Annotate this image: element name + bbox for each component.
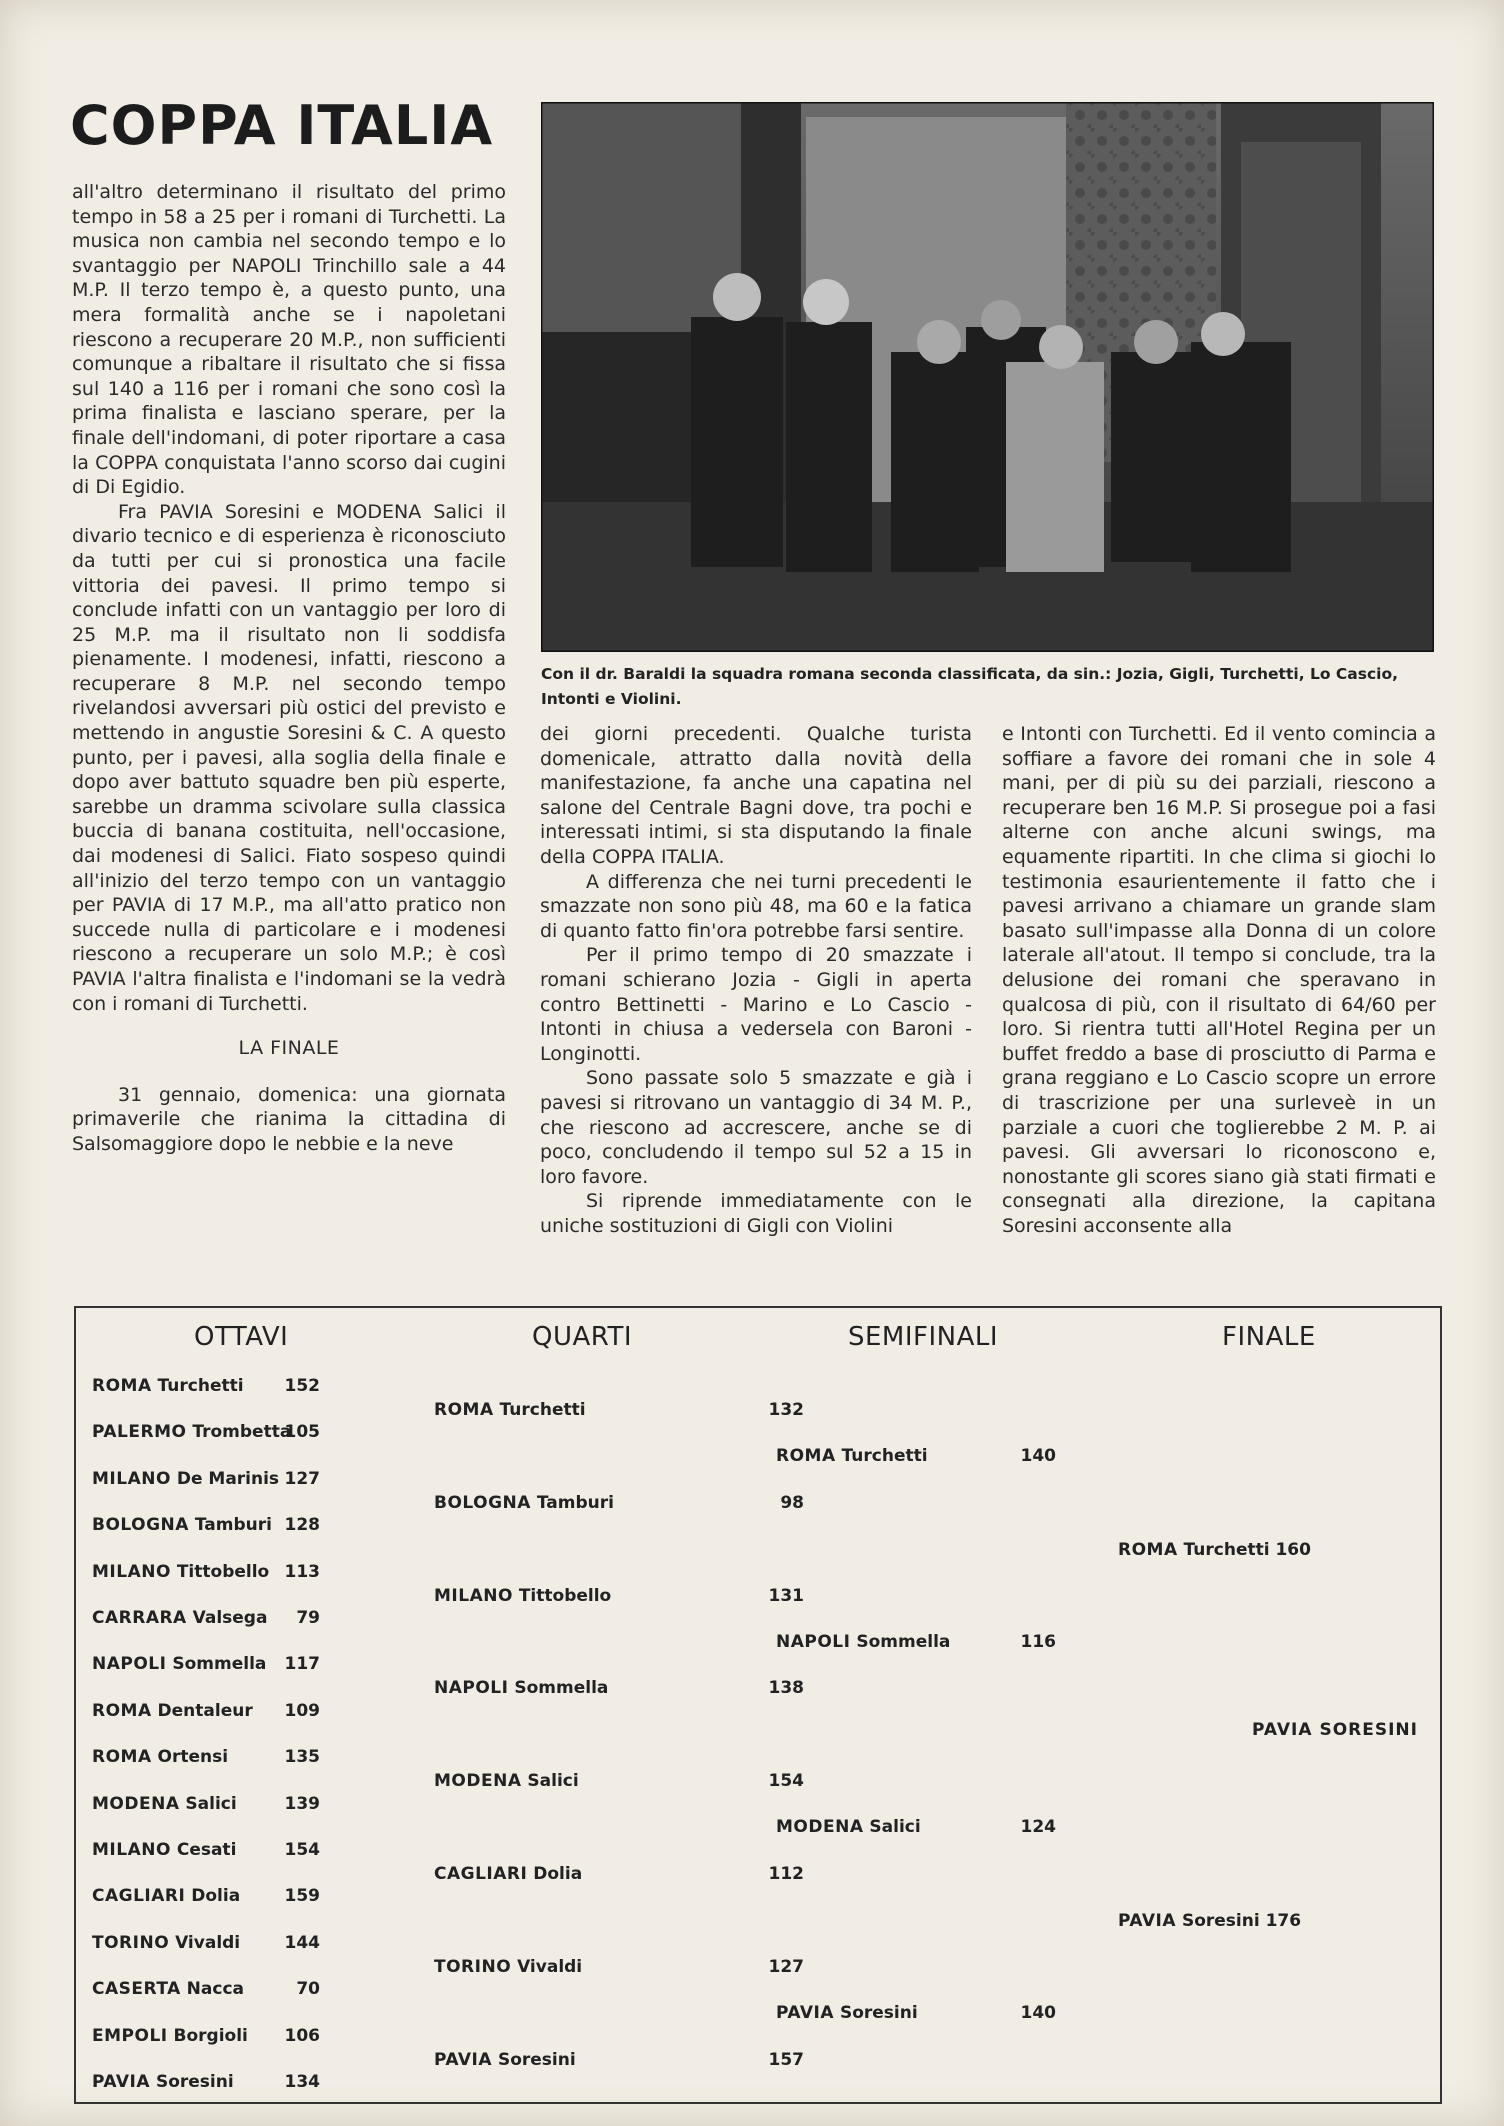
team-captain: Ortensi [151, 1747, 229, 1768]
team-city: NAPOLI [434, 1678, 509, 1699]
team-city: PAVIA [434, 2049, 493, 2070]
team-score: 159 [284, 1886, 320, 1907]
team-captain: Salici [863, 1817, 921, 1838]
team-score: 79 [296, 1608, 320, 1628]
team-captain: Tittobello [512, 1585, 612, 1606]
team-name [92, 1701, 253, 1721]
team-city: PAVIA [92, 2072, 151, 2092]
round-header-ottavi: OTTAVI [194, 1322, 289, 1352]
bracket-entry-ottavi [92, 1794, 392, 1822]
team-city: TORINO [434, 1956, 512, 1977]
team-captain: Vivaldi [511, 1956, 583, 1977]
paragraph: e Intonti con Turchetti. Ed il vento comincia a soffiare a favore dei romani che in sole 4 mani, per di più su dei parziali, riescono a recuperare ben 16 M.P. Si prosegue poi a fasi alterne con anche alcuni swings, ma equamente ripartiti. In che clima si giochi lo testimonia esaurientemente il fatto che i pavesi arrivano a chiamare un grande slam basato sull'impasse alla Donna di un colore laterale all'atout. Il tempo si conclude, tra la delusione dei romani che speravano in qualcosa di più, con il risultato di 64/60 per loro. Si rientra tutti all'Hotel Regina per un buffet freddo a base di prosciutto di Parma e grana reggiano e Lo Cascio scopre un errore di trascrizione per una surleveè in un parziale a cuori che toglierebbe 2 M. P. ai pavesi. Gli avversari lo riconoscono e, nonostante gli scores siano già stati firmati e consegnati alla direzione, la capitana Soresini acconsente alla [1002, 723, 1436, 1237]
team-name [1118, 1911, 1301, 1931]
team-captain: Soresini 176 [1176, 1911, 1302, 1931]
paragraph: Fra PAVIA Soresini e MODENA Salici il divario tecnico e di esperienza è riconosciuto da tutti per cui si pronostica una facile vittoria dei pavesi. Il primo tempo si conclude infatti con un vantaggio per loro di 25 M.P. ma il risultato non li soddisfa pienamente. I modenesi, infatti, riescono a recuperare 8 M.P. nel secondo tempo rivelandosi avversari più ostici del previsto e mettendo in angustie Soresini & C. A questo punto, per i pavesi, alla soglia della finale e dopo aver battuto squadre ben più esperte, sarebbe un dramma scivolare sulla classica buccia di banana costituita, nell'occasione, dai modenesi di Salici. Fiato sospeso quindi all'inizio del terzo tempo con un vantaggio per PAVIA di 17 M.P., ma all'atto pratico non succede nulla di particolare e i modenesi riescono a recuperare un solo M.P.; è così PAVIA l'altra finalista e l'indomani se la vedrà con i romani di Turchetti. [72, 500, 506, 1015]
team-name [92, 1979, 244, 1999]
tournament-bracket [74, 1306, 1442, 2104]
bracket-entry-semifinali [776, 1446, 1136, 1474]
team-city: MILANO [92, 1840, 171, 1860]
team-city: CAGLIARI [434, 1864, 528, 1884]
team-score: 127 [284, 1468, 320, 1489]
team-score: 138 [768, 1678, 804, 1699]
team-city: ROMA [434, 1400, 494, 1420]
team-name [92, 1469, 279, 1489]
team-name [92, 2026, 248, 2046]
round-header-quarti: QUARTI [532, 1322, 633, 1352]
team-captain: Salici [179, 1793, 237, 1814]
team-captain: Tamburi [188, 1515, 272, 1536]
team-score: 134 [284, 2072, 320, 2092]
bracket-entry-semifinali [776, 1632, 1136, 1660]
team-city: ROMA [1118, 1540, 1178, 1560]
paragraph: Sono passate solo 5 smazzate e già i pavesi si ritrovano un vantaggio di 34 M. P., che riescono ad accrescere, anche se di poco, concludendo il tempo sul 52 a 15 in loro favore. [540, 1067, 972, 1188]
bracket-entry-semifinali [776, 2003, 1136, 2031]
team-score: 117 [284, 1654, 320, 1675]
team-city: TORINO [92, 1932, 170, 1953]
team-captain: Tittobello [170, 1561, 270, 1582]
team-name [92, 1933, 240, 1953]
team-captain: Dentaleur [151, 1700, 253, 1721]
paragraph: Si riprende immediatamente con le uniche sostituzioni di Gigli con Violini [540, 1190, 972, 1237]
team-city: PAVIA [776, 2002, 835, 2023]
team-name [434, 1400, 586, 1420]
team-score: 157 [768, 2049, 804, 2070]
team-name [92, 1840, 236, 1860]
team-score: 127 [768, 1956, 804, 1977]
team-city: EMPOLI [92, 2025, 168, 2046]
team-name [776, 1632, 950, 1652]
team-city: MODENA [92, 1793, 180, 1814]
team-captain: Dolia [185, 1886, 241, 1907]
team-photo-image [541, 102, 1434, 652]
team-score: 113 [284, 1561, 320, 1582]
team-name [776, 1817, 921, 1837]
team-name [434, 1586, 611, 1606]
team-city: NAPOLI [92, 1654, 167, 1675]
team-score: 131 [768, 1585, 804, 1606]
team-name [434, 1864, 582, 1884]
bracket-entry-ottavi [92, 1654, 392, 1682]
team-city: MILANO [92, 1561, 171, 1582]
bracket-entry-quarti [434, 1864, 884, 1892]
team-captain: De Marinis [170, 1468, 280, 1489]
bracket-entry-ottavi [92, 1933, 392, 1961]
team-city: PALERMO [92, 1422, 187, 1443]
team-city: MODENA [776, 1817, 864, 1838]
bracket-entry-ottavi [92, 1608, 392, 1636]
bracket-entry-finale [1118, 1540, 1378, 1568]
bracket-entry-ottavi [92, 1886, 392, 1914]
team-captain: Soresini [492, 2049, 576, 2070]
bracket-entry-quarti [434, 1771, 884, 1799]
bracket-entry-ottavi [92, 1840, 392, 1868]
team-score: 139 [284, 1793, 320, 1814]
round-header-semifinali: SEMIFINALI [848, 1322, 999, 1352]
team-score: 112 [768, 1864, 804, 1884]
team-captain: Sommella [850, 1631, 951, 1652]
team-city: NAPOLI [776, 1631, 851, 1652]
team-captain: Turchetti [835, 1446, 928, 1466]
team-score: 70 [296, 1979, 320, 2000]
team-captain: Valsega [186, 1608, 268, 1628]
team-score: 132 [768, 1400, 804, 1420]
team-name [92, 1794, 237, 1814]
bracket-entry-quarti [434, 1493, 884, 1521]
team-captain: Sommella [166, 1654, 267, 1675]
article-column-3 [1002, 722, 1436, 1238]
team-score: 135 [284, 1747, 320, 1768]
paragraph: 31 gennaio, domenica: una giornata primaverile che rianima la cittadina di Salsomaggiore dopo le nebbie e la neve [72, 1083, 506, 1155]
team-score: 128 [284, 1515, 320, 1536]
round-header-finale: FINALE [1222, 1322, 1316, 1352]
article-column-2 [540, 722, 972, 1238]
team-score: 116 [1020, 1631, 1056, 1652]
bracket-entry-ottavi [92, 1376, 392, 1404]
team-city: ROMA [92, 1376, 152, 1396]
bracket-entry-finale [1118, 1911, 1378, 1939]
team-name [776, 2003, 918, 2023]
team-captain: Nacca [180, 1979, 244, 2000]
team-captain: Turchetti [493, 1400, 586, 1420]
bracket-entry-ottavi [92, 1469, 392, 1497]
team-captain: Cesati [170, 1840, 237, 1860]
team-captain: Dolia [527, 1864, 583, 1884]
photo-caption: Con il dr. Baraldi la squadra romana seconda classificata, da sin.: Jozia, Gigli, Turchetti, Lo Cascio, Intonti e Violini. [541, 665, 1398, 708]
team-captain: Salici [521, 1771, 579, 1792]
team-city: BOLOGNA [92, 1515, 189, 1536]
team-score: 140 [1020, 2002, 1056, 2023]
article-column-1 [72, 180, 506, 1157]
paragraph: A differenza che nei turni precedenti le smazzate non sono più 48, ma 60 e la fatica di quanto fatto fin'ora potrebbe farsi sentire. [540, 870, 972, 942]
bracket-entry-quarti [434, 1586, 884, 1614]
team-name [92, 1886, 240, 1906]
team-captain: Borgioli [167, 2025, 248, 2046]
team-name [92, 1654, 266, 1674]
team-captain: Vivaldi [169, 1932, 241, 1953]
team-name [92, 1515, 272, 1535]
bracket-entry-ottavi [92, 1562, 392, 1590]
paragraph: all'altro determinano il risultato del primo tempo in 58 a 25 per i romani di Turchetti. La musica non cambia nel secondo tempo e lo svantaggio per NAPOLI Trinchillo sale a 44 M.P. Il terzo tempo è, a questo punto, una mera formalità anche se i napoletani riescono a recuperare 20 M.P., non sufficienti comunque a ribaltare il risultato che si fissa sul 140 a 116 per i romani che sono così la prima finalista e lasciano sperare, per la finale dell'indomani, di poter riportare a casa la COPPA conquistata l'anno scorso dai cugini di Di Egidio. [72, 181, 506, 499]
bracket-entry-ottavi [92, 1422, 392, 1450]
team-name [92, 1747, 228, 1767]
team-score: 98 [780, 1492, 804, 1513]
team-score: 124 [1020, 1817, 1056, 1838]
team-captain: Tamburi [530, 1492, 614, 1513]
team-score: 154 [284, 1840, 320, 1860]
bracket-entry-ottavi [92, 1701, 392, 1729]
team-name [434, 1493, 614, 1513]
team-name [434, 2050, 576, 2070]
team-score: 152 [284, 1376, 320, 1396]
team-captain: Soresini [834, 2002, 918, 2023]
bracket-entry-ottavi [92, 1979, 392, 2007]
bracket-winner: PAVIA SORESINI [1252, 1720, 1418, 1740]
bracket-entry-ottavi [92, 2072, 392, 2100]
team-city: MODENA [434, 1771, 522, 1792]
team-city: ROMA [92, 1747, 152, 1768]
team-captain: Trombetta [186, 1422, 292, 1443]
bracket-entry-ottavi [92, 1515, 392, 1543]
team-score: 144 [284, 1932, 320, 1953]
bracket-entry-quarti [434, 1400, 884, 1428]
team-name [776, 1446, 928, 1466]
team-score: 140 [1020, 1446, 1056, 1466]
team-city: BOLOGNA [434, 1492, 531, 1513]
team-captain: Soresini [150, 2072, 234, 2092]
team-score: 109 [284, 1700, 320, 1721]
bracket-entry-quarti [434, 2050, 884, 2078]
team-score: 105 [284, 1422, 320, 1443]
team-name [92, 1562, 269, 1582]
paragraph: dei giorni precedenti. Qualche turista domenicale, attratto dalla novità della manifestazione, fa anche una capatina nel salone del Centrale Bagni dove, tra pochi e interessati intimi, si sta disputando la finale della COPPA ITALIA. [540, 723, 972, 868]
team-name [92, 1608, 267, 1628]
team-name [92, 1376, 244, 1396]
team-name [434, 1957, 582, 1977]
team-captain: Turchetti [151, 1376, 244, 1396]
team-city: ROMA [92, 1700, 152, 1721]
bracket-entry-semifinali [776, 1817, 1136, 1845]
team-city: CARRARA [92, 1608, 187, 1628]
team-score: 106 [284, 2025, 320, 2046]
team-captain: Turchetti 160 [1177, 1540, 1311, 1560]
team-city: CAGLIARI [92, 1886, 186, 1907]
team-photo [541, 102, 1434, 652]
team-score: 154 [768, 1771, 804, 1792]
team-captain: Sommella [508, 1678, 609, 1699]
paragraph: Per il primo tempo di 20 smazzate i romani schierano Jozia - Gigli in aperta contro Bettinetti - Marino e Lo Cascio - Intonti in chiusa a vedersela con Baroni - Longinotti. [540, 944, 972, 1065]
bracket-entry-quarti [434, 1678, 884, 1706]
bracket-entry-quarti [434, 1957, 884, 1985]
team-city: MILANO [92, 1468, 171, 1489]
team-name [92, 2072, 234, 2092]
bracket-entry-ottavi [92, 2026, 392, 2054]
team-name [434, 1771, 579, 1791]
page-title: COPPA ITALIA [70, 94, 494, 157]
bracket-entry-ottavi [92, 1747, 392, 1775]
team-city: ROMA [776, 1446, 836, 1466]
team-name [1118, 1540, 1311, 1560]
team-city: PAVIA [1118, 1911, 1177, 1931]
section-subheading: LA FINALE [238, 1037, 340, 1060]
team-name [434, 1678, 608, 1698]
team-city: CASERTA [92, 1979, 181, 2000]
team-city: MILANO [434, 1585, 513, 1606]
